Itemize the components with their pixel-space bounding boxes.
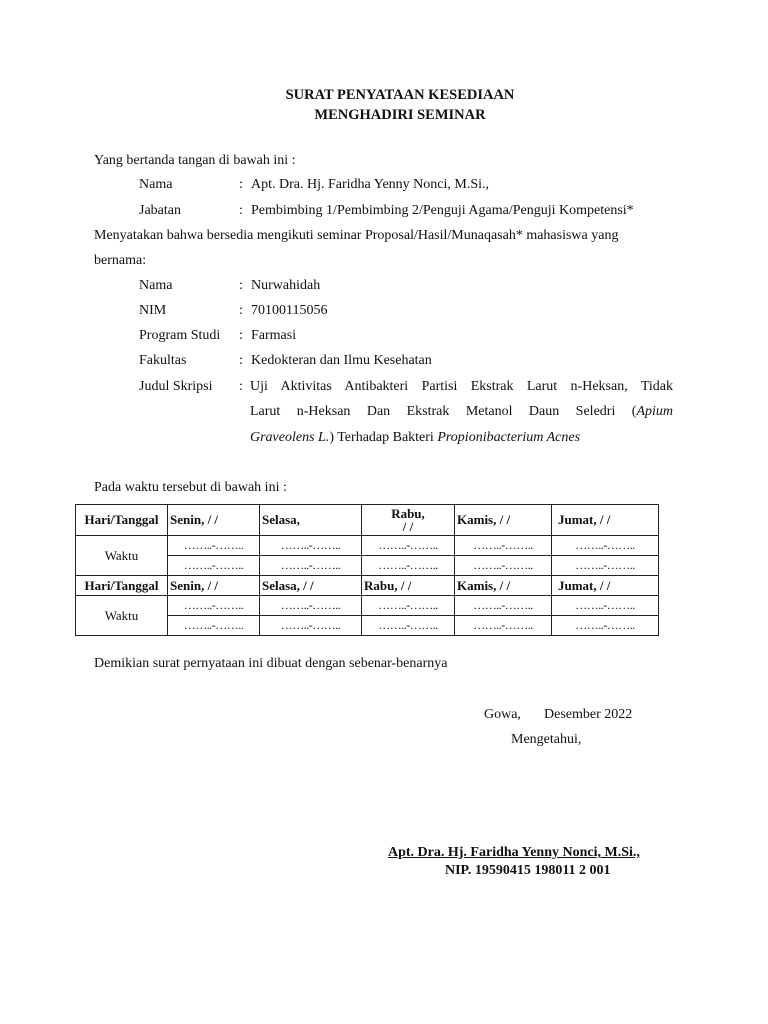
student-name-colon: : (239, 278, 243, 293)
day-jumat-1: Jumat, / / (552, 505, 659, 536)
document-title-line2: MENGHADIRI SEMINAR (314, 107, 486, 123)
student-thesis-line2: Larut n-Heksan Dan Ekstrak Metanol Daun Seledri (Apium (250, 404, 673, 419)
time-slot: ……..-…….. (168, 616, 260, 636)
time-slot: ……..-…….. (260, 616, 362, 636)
closing-text: Demikian surat pernyataan ini dibuat dengan sebenar-benarnya (94, 656, 448, 671)
schedule-header-row-week2 (76, 576, 659, 596)
time-slot: ……..-…….. (455, 536, 552, 556)
student-program-label: Program Studi (139, 328, 221, 343)
time-slot: ……..-…….. (552, 556, 659, 576)
time-slot: ……..-…….. (260, 596, 362, 616)
student-name-value: Nurwahidah (251, 278, 321, 293)
time-slot: ……..-…….. (455, 596, 552, 616)
time-slot: ……..-…….. (168, 556, 260, 576)
student-faculty-colon: : (239, 353, 243, 368)
student-name-label: Nama (139, 278, 173, 293)
document-title-line1: SURAT PENYATAAN KESEDIAAN (285, 87, 515, 103)
day-senin-2: Senin, / / (168, 576, 260, 596)
intro-text: Yang bertanda tangan di bawah ini : (94, 153, 296, 168)
signature-nip: NIP. 19590415 198011 2 001 (445, 863, 611, 878)
student-program-colon: : (239, 328, 243, 343)
time-slot: ……..-…….. (552, 616, 659, 636)
time-slot: ……..-…….. (455, 616, 552, 636)
time-slot: ……..-…….. (362, 596, 455, 616)
student-thesis-colon: : (239, 379, 243, 394)
schedule-time-row (76, 536, 659, 556)
time-slot: ……..-…….. (552, 536, 659, 556)
day-rabu-2: Rabu, / / (362, 576, 455, 596)
time-slot: ……..-…….. (362, 616, 455, 636)
schedule-time-row (76, 596, 659, 616)
signer-name-colon: : (239, 177, 243, 192)
time-label-1: Waktu (76, 536, 168, 576)
time-slot: ……..-…….. (362, 536, 455, 556)
schedule-intro: Pada waktu tersebut di bawah ini : (94, 480, 287, 495)
student-faculty-label: Fakultas (139, 353, 187, 368)
time-slot: ……..-…….. (168, 596, 260, 616)
day-selasa-2: Selasa, / / (260, 576, 362, 596)
signer-position-label: Jabatan (139, 203, 181, 218)
time-slot: ……..-…….. (455, 556, 552, 576)
day-rabu-1: Rabu, / / (362, 505, 455, 536)
time-label-2: Waktu (76, 596, 168, 636)
day-senin-1: Senin, / / (168, 505, 260, 536)
time-slot: ……..-…….. (552, 596, 659, 616)
schedule-table (75, 504, 659, 636)
signer-name-value: Apt. Dra. Hj. Faridha Yenny Nonci, M.Si., (251, 177, 489, 192)
student-program-value: Farmasi (251, 328, 297, 343)
schedule-header-row-week1 (76, 505, 659, 536)
signer-position-value: Pembimbing 1/Pembimbing 2/Penguji Agama/Penguji Kompetensi* (251, 203, 634, 218)
acknowledged-text: Mengetahui, (511, 732, 582, 747)
place-text: Gowa, (484, 707, 521, 722)
student-nim-label: NIM (139, 303, 167, 318)
header-hari-tanggal: Hari/Tanggal (76, 576, 168, 596)
day-jumat-2: Jumat, / / (552, 576, 659, 596)
time-slot: ……..-…….. (362, 556, 455, 576)
date-text: Desember 2022 (544, 707, 633, 722)
signer-position-colon: : (239, 203, 243, 218)
statement-line1: Menyatakan bahwa bersedia mengikuti seminar Proposal/Hasil/Munaqasah* mahasiswa yang (94, 228, 619, 243)
day-selasa-1: Selasa, (260, 505, 362, 536)
time-slot: ……..-…….. (260, 556, 362, 576)
student-thesis-line3: Graveolens L.) Terhadap Bakteri Propionibacterium Acnes (250, 430, 581, 445)
student-thesis-line1: Uji Aktivitas Antibakteri Partisi Ekstrak Larut n-Heksan, Tidak (250, 379, 673, 394)
day-kamis-2: Kamis, / / (455, 576, 552, 596)
day-kamis-1: Kamis, / / (455, 505, 552, 536)
student-faculty-value: Kedokteran dan Ilmu Kesehatan (251, 353, 432, 368)
time-slot: ……..-…….. (260, 536, 362, 556)
student-nim-colon: : (239, 303, 243, 318)
header-hari-tanggal: Hari/Tanggal (76, 505, 168, 536)
signer-name-label: Nama (139, 177, 173, 192)
student-thesis-label: Judul Skripsi (139, 379, 213, 394)
student-nim-value: 70100115056 (251, 303, 328, 318)
signature-name: Apt. Dra. Hj. Faridha Yenny Nonci, M.Si., (388, 845, 640, 860)
time-slot: ……..-…….. (168, 536, 260, 556)
statement-line2: bernama: (94, 253, 147, 268)
